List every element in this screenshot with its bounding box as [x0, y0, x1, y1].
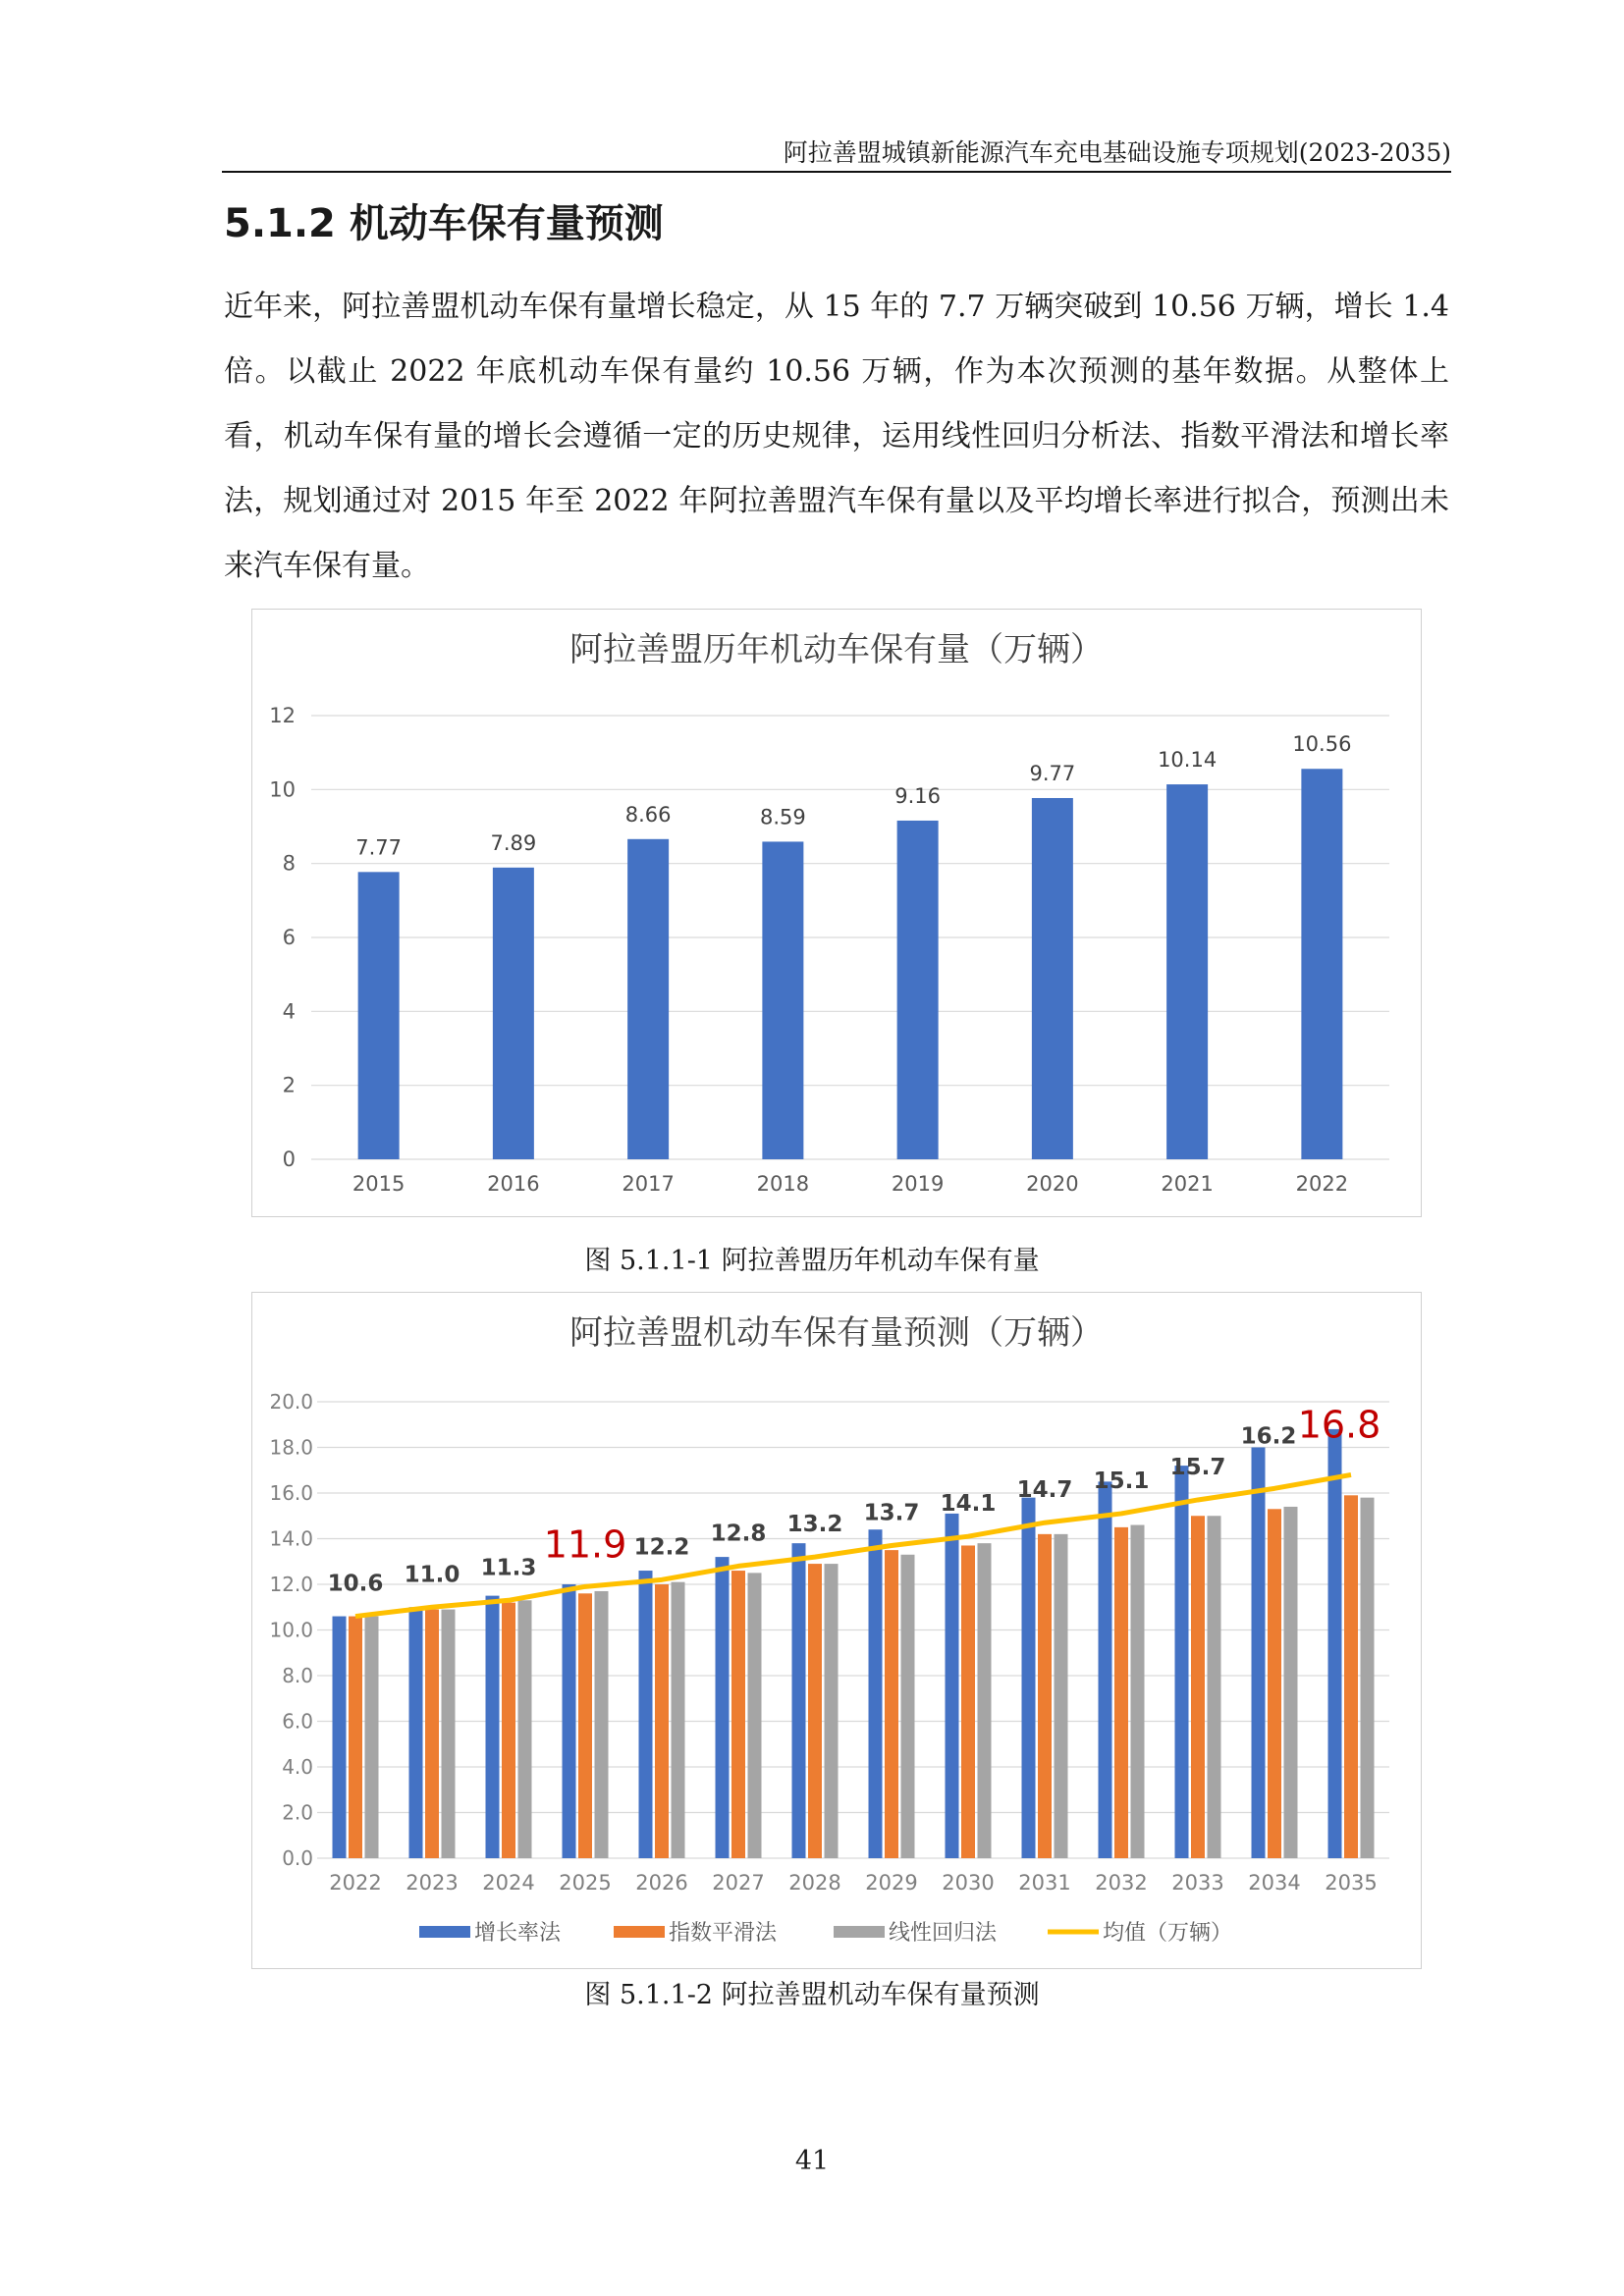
chart2-x-tick: 2028	[788, 1871, 841, 1895]
chart2-bar-3	[1208, 1516, 1221, 1858]
chart1-x-tick: 2020	[1026, 1172, 1079, 1196]
header-rule	[222, 171, 1451, 173]
chart1-data-label: 9.16	[894, 783, 942, 808]
chart2-bar-3	[748, 1573, 762, 1858]
chart2-x-tick: 2022	[329, 1871, 382, 1895]
chart1-bar	[627, 839, 669, 1159]
chart2-bar-1	[639, 1571, 653, 1858]
chart2-x-tick: 2030	[942, 1871, 995, 1895]
chart2-bar-1	[1252, 1448, 1266, 1859]
running-header: 阿拉善盟城镇新能源汽车充电基础设施专项规划(2023-2035)	[783, 138, 1451, 167]
chart2-line-label: 11.9	[543, 1522, 627, 1567]
chart2-bar-2	[1344, 1495, 1358, 1858]
chart2-bar-3	[518, 1600, 532, 1858]
chart1-x-tick: 2022	[1295, 1172, 1349, 1196]
chart2-bar-2	[1038, 1534, 1052, 1858]
chart2-x-tick: 2029	[865, 1871, 918, 1895]
chart1-bar	[1032, 798, 1073, 1159]
chart2-line-label: 12.2	[633, 1534, 690, 1561]
chart2-y-tick: 16.0	[269, 1481, 313, 1505]
chart2-x-tick: 2024	[482, 1871, 535, 1895]
chart2-y-tick: 12.0	[269, 1573, 313, 1596]
chart2-bar-1	[869, 1529, 883, 1858]
chart1-x-tick: 2016	[487, 1172, 540, 1196]
chart2-bar-3	[365, 1617, 379, 1858]
chart2-bar-3	[442, 1610, 456, 1858]
chart1-x-tick: 2018	[756, 1172, 810, 1196]
chart2-bar-3	[672, 1582, 685, 1858]
chart2-bar-1	[409, 1607, 423, 1858]
chart1-x-tick: 2019	[891, 1172, 945, 1196]
chart1-data-label: 10.56	[1292, 732, 1352, 757]
chart2-bar-2	[1114, 1527, 1128, 1858]
forecast-chart	[251, 1292, 1422, 1969]
chart2-line-label: 16.8	[1297, 1403, 1381, 1447]
chart2-x-tick: 2032	[1095, 1871, 1148, 1895]
chart2-line-label: 13.2	[786, 1512, 843, 1538]
chart2-y-tick: 14.0	[269, 1526, 313, 1551]
chart2-y-tick: 10.0	[269, 1618, 313, 1642]
chart1-y-tick: 4	[282, 999, 296, 1024]
chart2-bar-1	[1022, 1498, 1036, 1858]
chart2-y-tick: 18.0	[269, 1435, 313, 1460]
chart2-bar-3	[825, 1564, 839, 1858]
chart2-bar-2	[1268, 1509, 1281, 1858]
chart1-title: 阿拉善盟历年机动车保有量（万辆）	[569, 630, 1104, 669]
chart1-bar	[1301, 769, 1342, 1159]
chart1-y-tick: 0	[282, 1148, 296, 1171]
chart1-data-label: 8.59	[759, 805, 806, 829]
chart2-bar-1	[946, 1514, 959, 1858]
chart2-bar-2	[578, 1593, 592, 1858]
chart2-x-tick: 2027	[712, 1871, 765, 1895]
chart2-bar-3	[901, 1555, 915, 1858]
chart1-bar	[1166, 784, 1208, 1159]
chart2-legend-swatch	[834, 1926, 885, 1938]
chart2-line-label: 11.0	[404, 1562, 460, 1588]
chart1-data-label: 10.14	[1158, 748, 1218, 773]
chart2-bar-1	[486, 1596, 500, 1858]
chart2-title: 阿拉善盟机动车保有量预测（万辆）	[569, 1313, 1104, 1353]
chart2-line-label: 14.7	[1016, 1477, 1073, 1504]
chart2-bar-1	[563, 1584, 576, 1858]
chart2-bar-2	[731, 1571, 745, 1858]
chart1-data-label: 9.77	[1029, 761, 1076, 785]
figure1-caption: 图 5.1.1-1 阿拉善盟历年机动车保有量	[584, 1246, 1040, 1276]
chart2-bar-3	[1284, 1507, 1298, 1858]
chart2-bar-2	[502, 1603, 515, 1858]
chart2-bar-1	[716, 1557, 730, 1858]
chart2-legend-label: 增长率法	[474, 1921, 562, 1946]
chart2-bar-3	[1361, 1498, 1375, 1858]
chart2-bar-3	[1131, 1525, 1145, 1858]
chart2-y-tick: 2.0	[282, 1800, 313, 1825]
chart2-bar-1	[792, 1543, 806, 1858]
chart2-legend-label: 线性回归法	[889, 1921, 998, 1946]
chart2-bar-2	[808, 1564, 822, 1858]
chart1-y-tick: 6	[282, 926, 296, 949]
chart2-x-tick: 2031	[1018, 1871, 1071, 1895]
chart2-y-tick: 0.0	[282, 1846, 313, 1870]
chart2-y-tick: 20.0	[269, 1390, 313, 1414]
chart1-y-tick: 10	[269, 777, 296, 802]
chart2-legend-label: 指数平滑法	[669, 1921, 778, 1946]
chart2-legend-swatch	[419, 1926, 470, 1938]
chart2-bar-1	[333, 1617, 347, 1858]
chart2-bar-1	[1099, 1481, 1112, 1858]
chart1-bar	[493, 868, 534, 1159]
chart1-data-label: 7.77	[355, 835, 403, 860]
chart1-y-tick: 8	[282, 851, 296, 876]
chart2-line-label: 11.3	[480, 1555, 537, 1581]
chart2-bar-2	[655, 1584, 669, 1858]
chart2-legend-swatch	[614, 1926, 665, 1938]
chart1-data-label: 7.89	[490, 830, 537, 855]
chart2-bar-2	[425, 1610, 439, 1858]
body-paragraph: 近年来，阿拉善盟机动车保有量增长稳定，从 15 年的 7.7 万辆突破到 10.56 万辆，增长 1.4 倍。以截止 2022 年底机动车保有量约 10.56 万辆，作为本次预测的基年数据。从整体上看，机动车保有量的增长会遵循一定的历史规律，运用线性回归分析法、指数平滑法和增长率法，规划通过对 2015 年至 2022 年阿拉善盟汽车保有量以及平均增长率进行拟合，预测出未来汽车保有量。	[224, 290, 1449, 583]
chart2-bar-1	[1175, 1466, 1189, 1858]
chart2-legend-label: 均值（万辆）	[1103, 1921, 1233, 1946]
chart2-bar-3	[978, 1543, 992, 1858]
chart2-x-tick: 2023	[406, 1871, 459, 1895]
chart1-x-tick: 2015	[352, 1172, 406, 1196]
chart2-bar-1	[1328, 1429, 1342, 1858]
chart2-bar-3	[1055, 1534, 1068, 1858]
chart1-bar	[897, 821, 939, 1159]
chart1-bar	[358, 872, 400, 1159]
history-chart	[251, 609, 1422, 1217]
chart1-y-tick: 2	[282, 1073, 296, 1097]
chart2-x-tick: 2025	[559, 1871, 612, 1895]
history-chart-svg	[252, 610, 1421, 1216]
chart2-line-label: 16.2	[1240, 1423, 1297, 1450]
chart1-data-label: 8.66	[624, 802, 672, 827]
chart2-line-label: 15.7	[1169, 1454, 1226, 1480]
chart2-x-tick: 2033	[1171, 1871, 1224, 1895]
chart2-line-label: 10.6	[327, 1571, 384, 1597]
chart2-y-tick: 6.0	[282, 1709, 313, 1734]
chart2-y-tick: 4.0	[282, 1755, 313, 1779]
chart1-bar	[762, 841, 803, 1159]
chart1-x-tick: 2017	[622, 1172, 675, 1196]
chart2-line-label: 12.8	[710, 1521, 767, 1547]
chart1-y-tick: 12	[269, 704, 296, 727]
chart2-x-tick: 2035	[1325, 1871, 1378, 1895]
chart2-bar-3	[595, 1591, 609, 1858]
chart2-bar-2	[349, 1617, 362, 1858]
chart1-x-tick: 2021	[1161, 1172, 1214, 1196]
chart2-y-tick: 8.0	[282, 1664, 313, 1687]
chart2-bar-2	[1191, 1516, 1205, 1858]
chart2-x-tick: 2026	[635, 1871, 688, 1895]
chart2-line-label: 15.1	[1093, 1468, 1150, 1494]
section-heading: 5.1.2 机动车保有量预测	[224, 201, 664, 246]
chart2-bar-2	[885, 1550, 898, 1858]
figure2-caption: 图 5.1.1-2 阿拉善盟机动车保有量预测	[584, 1980, 1040, 2010]
chart2-bar-2	[961, 1545, 975, 1858]
chart2-x-tick: 2034	[1248, 1871, 1301, 1895]
chart2-line-label: 13.7	[863, 1500, 920, 1526]
chart2-line-label: 14.1	[940, 1491, 997, 1518]
page-number: 41	[794, 2146, 830, 2176]
forecast-chart-svg	[252, 1293, 1421, 1968]
